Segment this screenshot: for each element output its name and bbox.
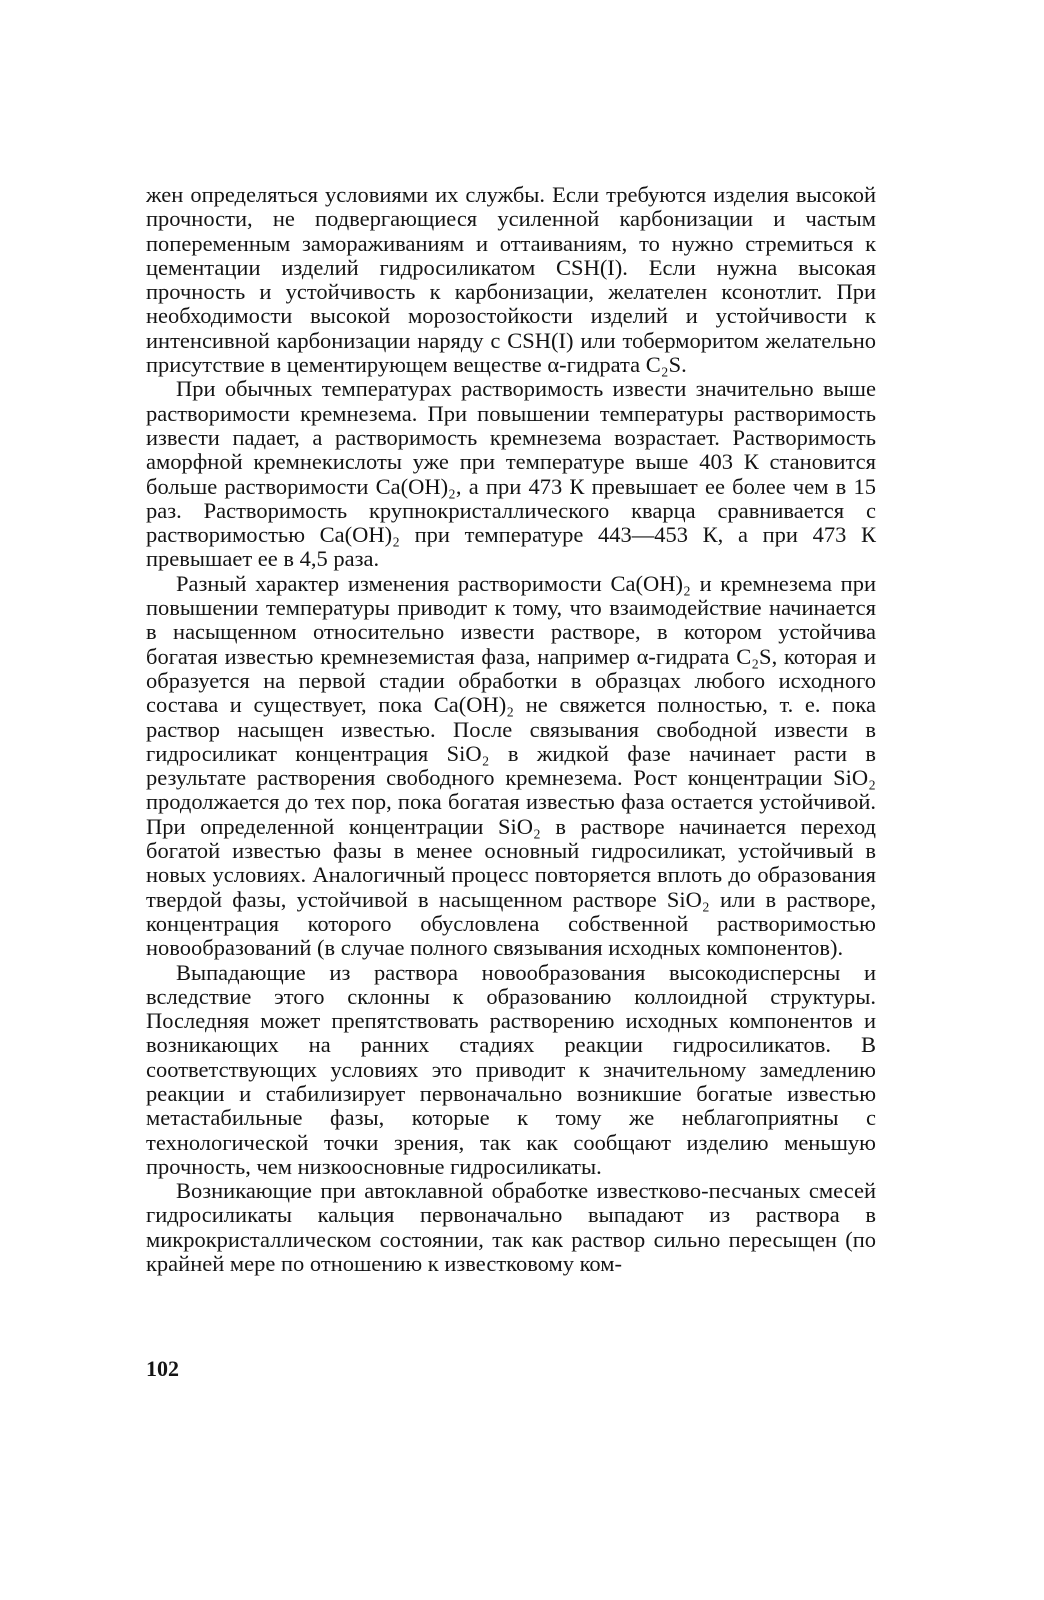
paragraph-1: жен определяться условиями их службы. Если требуются изделия высокой прочности, не подвергающиеся усиленной карбонизации и частым попеременным замораживаниям и оттаиваниям, то нужно стремиться к цементации изделий гидросиликатом CSH(I). Если нужна высокая прочность и устойчивость к карбонизации, желателен ксонотлит. При необходимости высокой морозостойкости изделий и устойчивости к интенсивной карбонизации наряду с CSH(I) или тоберморитом желательно присутствие в цементирующем веществе α-гидрата C₂S.: [146, 182, 876, 378]
page-body: [146, 183, 876, 1276]
paragraph-2: При обычных температурах растворимость извести значительно выше растворимости кремнезема. При повышении температуры растворимость извести падает, а растворимость кремнезема возрастает. Растворимость аморфной кремнекислоты уже при температуре выше 403 К становится больше растворимости Ca(OH)₂, а при 473 К превышает ее более чем в 15 раз. Растворимость крупнокристаллического кварца сравнивается с растворимостью Ca(OH)₂ при температуре 443—453 К, а при 473 К превышает ее в 4,5 раза.: [146, 376, 876, 572]
paragraph-3: Разный характер изменения растворимости Ca(OH)₂ и кремнезема при повышении температуры приводит к тому, что взаимодействие начинается в насыщенном относительно извести растворе, в котором устойчива богатая известью кремнеземистая фаза, например α-гидрата C₂S, которая и образуется на первой стадии обработки в образцах любого исходного состава и существует, пока Ca(OH)₂ не свяжется полностью, т. е. пока раствор насыщен известью. После связывания свободной извести в гидросиликат концентрация SiO₂ в жидкой фазе начинает расти в результате растворения свободного кремнезема. Рост концентрации SiO₂ продолжается до тех пор, пока богатая известью фаза остается устойчивой. При определенной концентрации SiO₂ в растворе начинается переход богатой известью фазы в менее основный гидросиликат, устойчивый в новых условиях. Аналогичный процесс повторяется вплоть до образования твердой фазы, устойчивой в насыщенном растворе SiO₂ или в растворе, концентрация которого обусловлена собственной растворимостью новообразований (в случае полного связывания исходных компонентов).: [146, 570, 876, 961]
paragraph-4: Выпадающие из раствора новообразования высокодисперсны и вследствие этого склонны к образованию коллоидной структуры. Последняя может препятствовать растворению исходных компонентов и возникающих на ранних стадиях реакции гидросиликатов. В соответствующих условиях это приводит к значительному замедлению реакции и стабилизирует первоначально возникшие богатые известью метастабильные фазы, которые к тому же неблагоприятны с технологической точки зрения, так как сообщают изделию меньшую прочность, чем низкоосновные гидросиликаты.: [146, 959, 876, 1179]
paragraph-5: Возникающие при автоклавной обработке известково-песчаных смесей гидросиликаты кальция первоначально выпадают из раствора в микрокристаллическом состоянии, так как раствор сильно пересыщен (по крайней мере по отношению к известковому ком-: [146, 1178, 876, 1277]
page-number: 102: [146, 1356, 179, 1381]
